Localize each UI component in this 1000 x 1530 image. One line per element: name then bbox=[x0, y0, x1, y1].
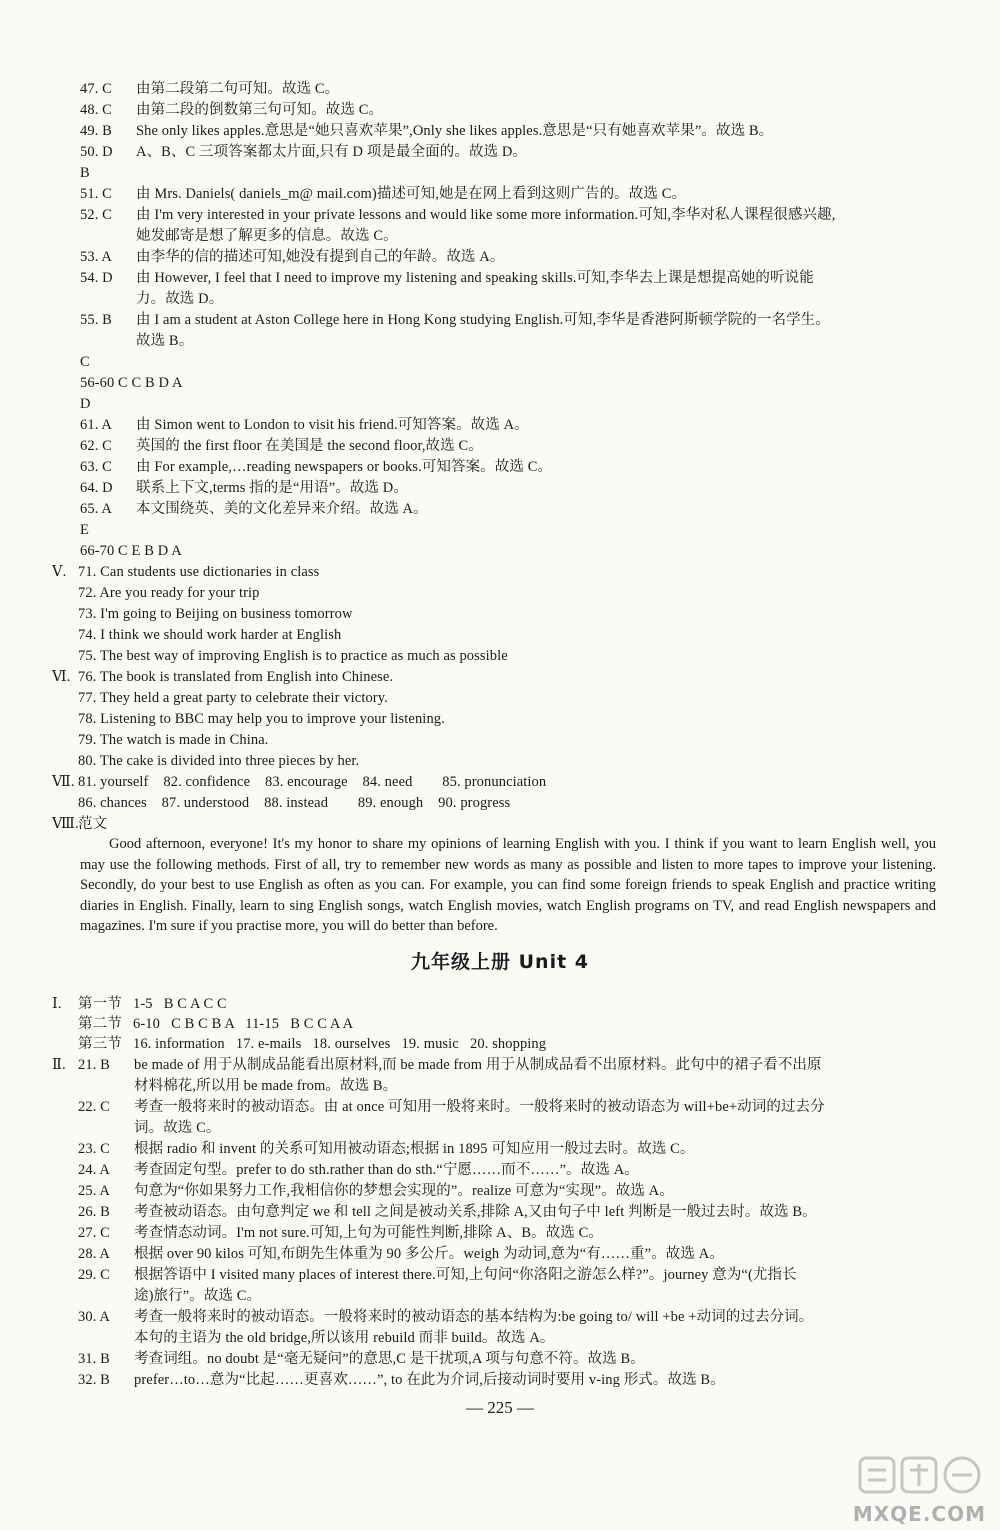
answer-line: 53. A 由李华的信的描述可知,她没有提到自己的年龄。故选 A。 bbox=[80, 249, 505, 265]
answer-line: 47. C 由第二段第二句可知。故选 C。 bbox=[80, 81, 340, 97]
answer-line: 途)旅行”。故选 C。 bbox=[134, 1288, 262, 1304]
section-roman: Ⅶ. 81. yourself 82. confidence 83. encourage 84. need 85. pronunciation bbox=[52, 774, 547, 790]
answer-line: 72. Are you ready for your trip bbox=[78, 585, 260, 601]
answer-line: 第三节 16. information 17. e-mails 18. ourselves 19. music 20. shopping bbox=[78, 1036, 547, 1052]
section-label: B bbox=[80, 165, 90, 181]
answer-line: 词。故选 C。 bbox=[134, 1120, 221, 1136]
section-label: E bbox=[80, 522, 89, 538]
answer-line: 55. B 由 I am a student at Aston College here in Hong Kong studying English.可知,李华是香港阿斯顿学院的一名学生。 bbox=[80, 312, 830, 328]
answer-line: 27. C 考查情态动词。I'm not sure.可知,上句为可能性判断,排除 A、B。故选 C。 bbox=[78, 1225, 603, 1241]
answer-line: 材料棉花,所以用 be made from。故选 B。 bbox=[134, 1078, 398, 1094]
answer-line: 66-70 C E B D A bbox=[80, 543, 182, 559]
answer-line: 29. C 根据答语中 I visited many places of interest there.可知,上句问“你洛阳之游怎么样?”。journey 意为“(尤指长 bbox=[78, 1267, 797, 1283]
watermark-text: MXQE.COM bbox=[852, 1502, 986, 1526]
answer-line: 22. C 考查一般将来时的被动语态。由 at once 可知用一般将来时。一般将来时的被动语态为 will+be+动词的过去分 bbox=[78, 1099, 825, 1115]
answer-line: 故选 B。 bbox=[136, 333, 194, 349]
answer-line: 78. Listening to BBC may help you to improve your listening. bbox=[78, 711, 445, 727]
page-number: — 225 — bbox=[466, 1398, 534, 1417]
section-roman: Ⅷ.范文 bbox=[52, 816, 108, 832]
answer-line: 51. C 由 Mrs. Daniels( daniels_m@ mail.com)描述可知,她是在网上看到这则广告的。故选 C。 bbox=[80, 186, 687, 202]
answer-line: 50. D A、B、C 三项答案都太片面,只有 D 项是最全面的。故选 D。 bbox=[80, 144, 528, 160]
answer-line: 25. A 句意为“你如果努力工作,我相信你的梦想会实现的”。realize 可意为“实现”。故选 A。 bbox=[78, 1183, 674, 1199]
answer-line: 62. C 英国的 the first floor 在美国是 the second floor,故选 C。 bbox=[80, 438, 483, 454]
section-roman: Ⅱ. 21. B be made of 用于从制成品能看出原材料,而 be made from 用于从制成品看不出原材料。此句中的裙子看不出原 bbox=[52, 1057, 822, 1073]
answer-line: 23. C 根据 radio 和 invent 的关系可知用被动语态;根据 in 1895 可知应用一般过去时。故选 C。 bbox=[78, 1141, 695, 1157]
answer-line: 力。故选 D。 bbox=[136, 291, 224, 307]
answer-line: 49. B She only likes apples.意思是“她只喜欢苹果”,Only she likes apples.意思是“只有她喜欢苹果”。故选 B。 bbox=[80, 123, 774, 139]
answer-line: 75. The best way of improving English is to practice as much as possible bbox=[78, 648, 508, 664]
answer-line: 86. chances 87. understood 88. instead 89. enough 90. progress bbox=[78, 795, 511, 811]
answer-line: 77. They held a great party to celebrate their victory. bbox=[78, 690, 388, 706]
sample-essay: Good afternoon, everyone! It's my honor to share my opinions of learning English with you. I think if you want to learn English well, you may use the following methods. First of all, try to remember new words as many as possible and listen to more tapes to improve your listening. Secondly, do your best to use English as often as you can. For example, you can find some foreign friends to speak English and practice writing diaries in English. Finally, learn to sing English songs, watch English movies, watch English programs on TV, and read English newspapers and magazines. I'm sure if you practise more, you will do better than before. bbox=[80, 836, 936, 934]
answer-line: 54. D 由 However, I feel that I need to improve my listening and speaking skills.可知,李华去上课是想提高她的听说能 bbox=[80, 270, 814, 286]
answer-line: 61. A 由 Simon went to London to visit his friend.可知答案。故选 A。 bbox=[80, 417, 529, 433]
answer-line: 52. C 由 I'm very interested in your private lessons and would like some more information.可知,李华对私人课程很感兴趣, bbox=[80, 207, 836, 223]
section-roman: Ⅵ. 76. The book is translated from English into Chinese. bbox=[52, 669, 394, 685]
answer-line: 74. I think we should work harder at English bbox=[78, 627, 342, 643]
section-roman: Ⅴ. 71. Can students use dictionaries in class bbox=[52, 564, 320, 580]
answer-line: 本句的主语为 the old bridge,所以该用 rebuild 而非 build。故选 A。 bbox=[134, 1330, 555, 1346]
section-roman: Ⅰ. 第一节 1-5 B C A C C bbox=[52, 996, 227, 1012]
answer-line: 48. C 由第二段的倒数第三句可知。故选 C。 bbox=[80, 102, 384, 118]
answer-line: 30. A 考查一般将来时的被动语态。一般将来时的被动语态的基本结构为:be going to/ will +be +动词的过去分词。 bbox=[78, 1309, 814, 1325]
answer-line: 80. The cake is divided into three pieces by her. bbox=[78, 753, 360, 769]
answer-line: 63. C 由 For example,…reading newspapers or books.可知答案。故选 C。 bbox=[80, 459, 553, 475]
answer-line: 24. A 考查固定句型。prefer to do sth.rather than do sth.“宁愿……而不……”。故选 A。 bbox=[78, 1162, 639, 1178]
unit-title: 九年级上册 Unit 4 bbox=[411, 951, 589, 973]
answer-line: 31. B 考查词组。no doubt 是“毫无疑问”的意思,C 是干扰项,A 项与句意不符。故选 B。 bbox=[78, 1351, 645, 1367]
answer-line: 28. A 根据 over 90 kilos 可知,布朗先生体重为 90 多公斤。weigh 为动词,意为“有……重”。故选 A。 bbox=[78, 1246, 724, 1262]
answer-line: 64. D 联系上下文,terms 指的是“用语”。故选 D。 bbox=[80, 480, 408, 496]
answer-line: 56-60 C C B D A bbox=[80, 375, 183, 391]
answer-line: 65. A 本文围绕英、美的文化差异来介绍。故选 A。 bbox=[80, 501, 428, 517]
section-label: C bbox=[80, 354, 90, 370]
answer-line: 79. The watch is made in China. bbox=[78, 732, 269, 748]
section-label: D bbox=[80, 396, 91, 412]
answer-line: 32. B prefer…to…意为“比起……更喜欢……”, to 在此为介词,后接动词时要用 v-ing 形式。故选 B。 bbox=[78, 1372, 725, 1388]
answer-line: 第二节 6-10 C B C B A 11-15 B C C A A bbox=[78, 1016, 354, 1032]
answer-line: 她发邮寄是想了解更多的信息。故选 C。 bbox=[136, 228, 398, 244]
answer-line: 26. B 考查被动语态。由句意判定 we 和 tell 之间是被动关系,排除 A,又由句子中 left 判断是一般过去时。故选 B。 bbox=[78, 1204, 817, 1220]
answer-line: 73. I'm going to Beijing on business tomorrow bbox=[78, 606, 353, 622]
